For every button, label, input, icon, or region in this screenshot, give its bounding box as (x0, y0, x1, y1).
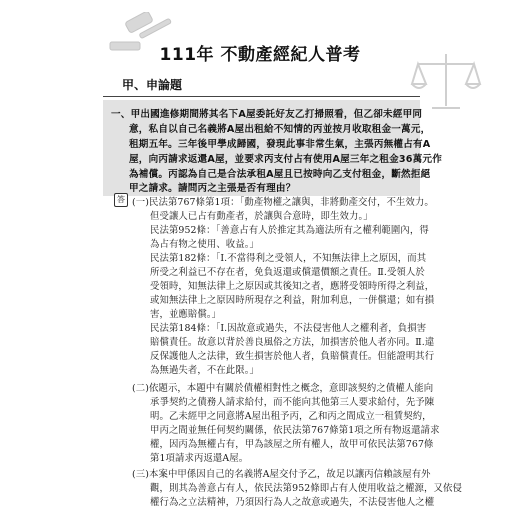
question-line: 租期五年。三年後甲學成歸國，發現此事非常生氣，主張丙無權占有A (129, 139, 431, 150)
answer-line: 甲丙之間並無任何契約關係，依民法第767條第1項之所有物返還請求 (150, 425, 440, 436)
answer-line: 民法第184條：「Ⅰ.因故意或過失，不法侵害他人之權利者，負損害 (150, 323, 427, 334)
answer-line: 但受讓人已占有動產者，於讓與合意時，即生效力。」 (150, 211, 373, 222)
question-line: 為補償。丙認為自己是合法承租A屋且已按時向乙支付租金，斷然拒絕 (129, 169, 431, 180)
answer-line: 權，因丙為無權占有，甲為該屋之所有權人，故甲可依民法第767條 (150, 439, 434, 450)
question-line: 甲之請求。請問丙之主張是否有理由？ (129, 183, 296, 194)
answer-line: 明。乙未經甲之同意將A屋出租予丙，乙和丙之間成立一租賃契約， (150, 411, 432, 422)
question-line: 一、甲出國進修期間將其名下A屋委託好友乙打掃照看，但乙卻未經甲同 (111, 109, 423, 120)
answer-line: 或知無法律上之原因時所現存之利益，附加利息，一併償還；如有損 (150, 295, 435, 306)
answer-line: 所受之利益已不存在者，免負返還或償還價額之責任。Ⅱ.受領人於 (150, 267, 425, 278)
answer-line: (二)依題示，本題中有關於債權相對性之概念，意即該契約之債權人能向 (132, 383, 434, 394)
answer-line: 反保護他人之法律，致生損害於他人者，負賠償責任。但能證明其行 (150, 351, 435, 362)
answer-icon: 答 (114, 193, 128, 207)
page-title: 111年 不動產經紀人普考 (159, 45, 361, 65)
answer-line: (三)本案中甲係因自己的名義將A屋交付予乙，故足以讓丙信賴該屋有外 (132, 469, 431, 480)
question-line: 屋，向丙請求返還A屋，並要求丙支付占有使用A屋三年之租金36萬元作 (129, 154, 443, 165)
answer-line: 第1項請求丙返還A屋。 (150, 453, 249, 464)
answer-line: 為占有物之使用、收益。」 (150, 239, 260, 250)
answer-line: 民法第952條：「善意占有人於推定其為適法所有之權利範圍內，得 (150, 225, 429, 236)
section-heading: 甲、申論題 (122, 78, 183, 92)
answer-line: 承爭契約之債務人請求給付，而不能向其他第三人要求給付，先予陳 (150, 397, 435, 408)
answer-line: 觀，則其為善意占有人，依民法第952條即占有人使用收益之權源，又依侵 (150, 483, 462, 494)
question-line: 意，私自以自己名義將A屋出租給不知情的丙並按月收取租金一萬元， (129, 124, 431, 135)
answer-line: 為無過失者，不在此限。」 (150, 365, 260, 376)
answer-line: 害，並應賠償。」 (150, 309, 222, 320)
answer-line: 受領時，知無法律上之原因或其後知之者，應將受領時所得之利益， (150, 281, 435, 292)
answer-line: 民法第182條：「Ⅰ.不當得利之受領人，不知無法律上之原因，而其 (150, 253, 427, 264)
answer-line: (一)民法第767條第1項：「動產物權之讓與，非將動產交付，不生效力。 (132, 197, 434, 208)
answer-line: 權行為之立法精神，乃須因行為人之故意或過失，不法侵害他人之權 (150, 497, 435, 508)
answer-line: 賠償責任。故意以背於善良風俗之方法，加損害於他人者亦同。Ⅱ.違 (150, 337, 435, 348)
